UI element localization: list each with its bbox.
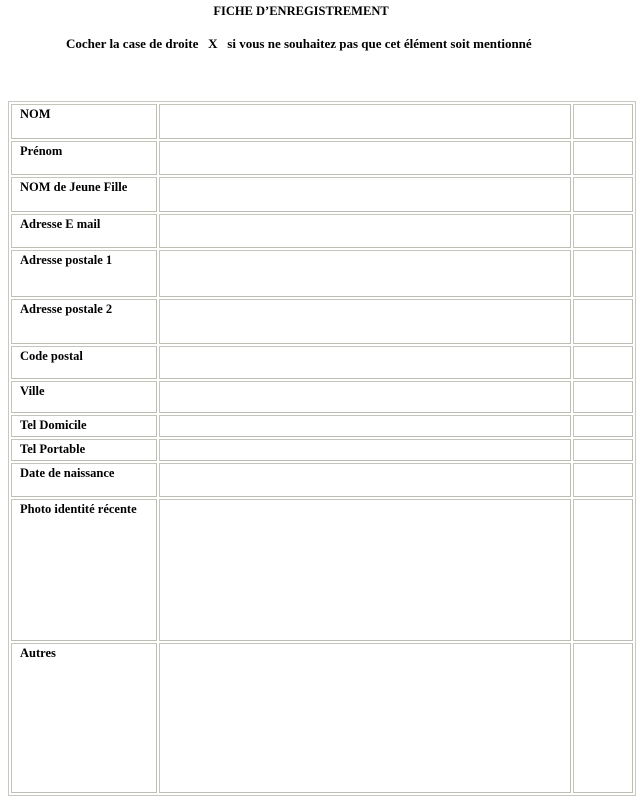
row-label-prenom: Prénom <box>11 141 157 175</box>
row-label-nom-jeune-fille: NOM de Jeune Fille <box>11 177 157 212</box>
table-row <box>11 104 633 139</box>
value-field-prenom[interactable] <box>159 141 571 175</box>
exclude-checkbox-nom-jeune-fille[interactable] <box>573 177 633 212</box>
exclude-checkbox-ville[interactable] <box>573 381 633 413</box>
value-field-nom[interactable] <box>159 104 571 139</box>
row-label-code-postal: Code postal <box>11 346 157 379</box>
value-field-nom-jeune-fille[interactable] <box>159 177 571 212</box>
exclude-checkbox-date-naissance[interactable] <box>573 463 633 497</box>
exclude-checkbox-tel-domicile[interactable] <box>573 415 633 437</box>
exclude-checkbox-adresse-2[interactable] <box>573 299 633 344</box>
row-label-tel-domicile: Tel Domicile <box>11 415 157 437</box>
table-row <box>11 141 633 175</box>
table-row <box>11 346 633 379</box>
table-row <box>11 415 633 437</box>
value-field-tel-portable[interactable] <box>159 439 571 461</box>
form-title: FICHE D’ENREGISTREMENT <box>213 4 389 18</box>
exclude-checkbox-code-postal[interactable] <box>573 346 633 379</box>
exclude-checkbox-email[interactable] <box>573 214 633 248</box>
row-label-ville: Ville <box>11 381 157 413</box>
exclude-checkbox-nom[interactable] <box>573 104 633 139</box>
registration-table <box>8 101 636 796</box>
exclude-checkbox-prenom[interactable] <box>573 141 633 175</box>
row-label-autres: Autres <box>11 643 157 793</box>
row-label-date-naissance: Date de naissance <box>11 463 157 497</box>
instruction-text: Cocher la case de droite X si vous ne souhaitez pas que cet élément soit mentionné <box>66 36 532 51</box>
table-row <box>11 643 633 793</box>
value-field-autres[interactable] <box>159 643 571 793</box>
value-field-date-naissance[interactable] <box>159 463 571 497</box>
row-label-nom: NOM <box>11 104 157 139</box>
row-label-email: Adresse E mail <box>11 214 157 248</box>
exclude-checkbox-tel-portable[interactable] <box>573 439 633 461</box>
table-row <box>11 214 633 248</box>
table-row <box>11 439 633 461</box>
value-field-email[interactable] <box>159 214 571 248</box>
exclude-checkbox-photo[interactable] <box>573 499 633 641</box>
table-row <box>11 299 633 344</box>
value-field-adresse-1[interactable] <box>159 250 571 297</box>
exclude-checkbox-adresse-1[interactable] <box>573 250 633 297</box>
row-label-adresse-1: Adresse postale 1 <box>11 250 157 297</box>
value-field-ville[interactable] <box>159 381 571 413</box>
value-field-tel-domicile[interactable] <box>159 415 571 437</box>
table-row <box>11 381 633 413</box>
row-label-photo: Photo identité récente <box>11 499 157 641</box>
value-field-code-postal[interactable] <box>159 346 571 379</box>
exclude-checkbox-autres[interactable] <box>573 643 633 793</box>
row-label-adresse-2: Adresse postale 2 <box>11 299 157 344</box>
table-row <box>11 499 633 641</box>
table-row <box>11 463 633 497</box>
value-field-adresse-2[interactable] <box>159 299 571 344</box>
table-row <box>11 250 633 297</box>
value-field-photo[interactable] <box>159 499 571 641</box>
table-row <box>11 177 633 212</box>
row-label-tel-portable: Tel Portable <box>11 439 157 461</box>
